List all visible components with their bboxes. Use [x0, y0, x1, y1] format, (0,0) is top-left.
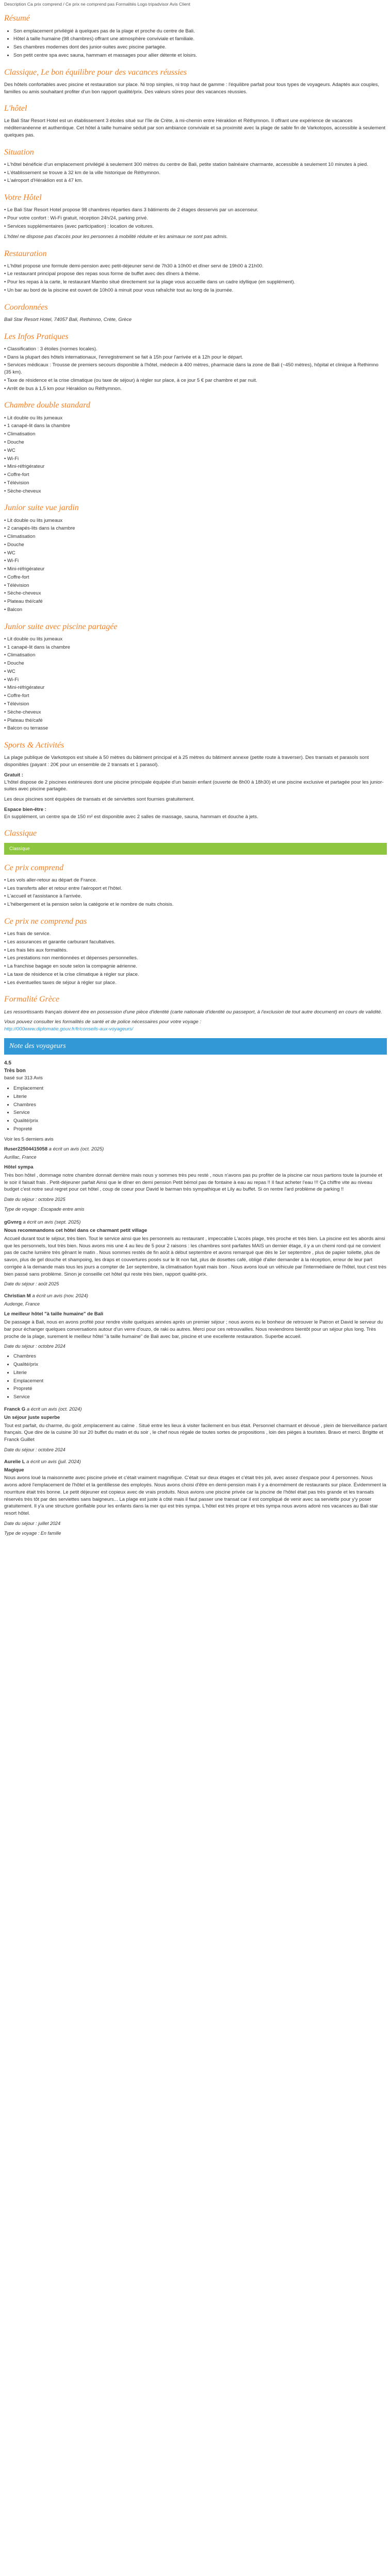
list-item: • Télévision [4, 480, 387, 487]
sports-text: La plage publique de Varkotopos est située à 50 mètres du bâtiment principal et à 25 mètres du bâtiment annexe (petite route à traverser). Des transats et parasols sont disponibles (payant : 20€ pour un ensemble de 2 transats et 1 parasol). [4, 755, 369, 768]
sports-gratuit [4, 772, 387, 793]
review-author: Ifuser22504415058 [4, 1146, 47, 1153]
list-item: • Mini-réfrigérateur [4, 463, 387, 470]
list-item: • Son petit centre spa avec sauna, hammam et massages pour allier détente et loisirs. [13, 52, 387, 59]
list-item: • Balcon ou terrasse [4, 725, 387, 732]
pratiques-list [4, 346, 387, 393]
review-body: Nous avons loué la maisonnette avec piscine privée et c'était vraiment magnifique. C'était sur deux étages et c'était très joli, avec assez d'espace pour 4 personnes. Nous avons adoré l'emplacement de l'hôtel et la gentillesse des employés. Nous avons choisi d'être en demi-pension mais il y a énormément de restaurants sur place. Évidemment la nourriture était très bonne. Le petit déjeuner est copieux avec de vrais produits. Nous avions une piscine privée car la piscine de l'hôtel était pas très grande et les transats réservés très tôt par des serviettes sans baigneurs... La plage est juste à côté mais il faut passer une transat car il est compliqué de venir avec sa serviette pour y'y poser gratuitement. Il y'a une structure gonflable pour les enfants dans la mer qui est très sympa. L'hôtel est très propre et très sympa nous avons adoré nos vacances au Bali star resort hôtel. [4, 1475, 386, 1517]
criteria-item: • Emplacement [13, 1085, 387, 1092]
review-type: Type de voyage : En famille [4, 1531, 61, 1536]
situation-list [4, 161, 387, 184]
review-header [4, 1219, 387, 1226]
criteria-item: • Literie [13, 1369, 387, 1377]
list-item: • Ses chambres modernes dont des junior-suites avec piscine partagée. [13, 44, 387, 51]
review-date: Date du séjour : octobre 2025 [4, 1197, 66, 1202]
review-written: a écrit un avis (oct. 2024) [26, 1406, 82, 1412]
list-item: • Pour votre confort : Wi-Fi gratuit, réception 24h/24, parking privé. [4, 215, 387, 222]
review-body: De passage à Bali, nous en avons profité pour rendre visite quelques années après un premier séjour ; nous avons eu le bonheur de retrouver le Patron et David le serveur du bar pour échanger quelques conversations autour d'un verre d'ouzo, de raki ou autres. Merci pour ces retrouvailles. Nous reviendrons bientôt pour un séjour plus long. Très proche de la plage, surement le meilleur hôtel "à taille humaine" de Bali avec bar, piscine et une excellente restauration. Superbe accueil. [4, 1319, 383, 1340]
review-header [4, 1406, 387, 1413]
review-item [4, 1219, 387, 1287]
list-item: • WC [4, 447, 387, 454]
see-all-reviews-link[interactable]: Voir les 5 derniers avis [4, 1136, 54, 1142]
list-item: • Classification : 3 étoiles (normes locales). [4, 346, 387, 353]
espace-text: En supplément, un centre spa de 150 m² est disponible avec 2 salles de massage, sauna, hammam et douche à jets. [4, 814, 258, 820]
criteria-item: • Propreté [13, 1126, 387, 1133]
list-item: • 1 canapé-lit dans la chambre [4, 422, 387, 430]
hotel-text: Le Bali Star Resort Hotel est un établissement 3 étoiles situé sur l'île de Crète, à mi-chemin entre Héraklion et Réthymnon. Il offrant une expérience de vacances méditerranéenne et authentique. Cet hôtel à taille humaine séduit par son ambiance conviviale et sa proximité avec la plage de sable fin de Varkotopos, accessible à seulement quelques pas. [4, 118, 386, 138]
list-item: • Coffre-fort [4, 471, 387, 479]
review-author: Franck G [4, 1406, 26, 1412]
list-item: • Lit double ou lits jumeaux [4, 415, 387, 422]
list-item: • Les transferts aller et retour entre l'aéroport et l'hôtel. [4, 885, 387, 892]
criteria-item: • Service [13, 1109, 387, 1116]
review-item [4, 1293, 387, 1401]
review-author: Aurelie L [4, 1459, 25, 1465]
list-item: • Dans la plupart des hôtels internationaux, l'enregistrement se fait à 15h pour l'arrivée et à 12h pour le départ. [4, 354, 387, 361]
restauration-list [4, 263, 387, 294]
review-item [4, 1406, 387, 1453]
list-item: • Les éventuelles taxes de séjour à régler sur place. [4, 979, 387, 987]
criteria-item: • Qualité/prix [13, 1361, 387, 1368]
list-item: • Télévision [4, 582, 387, 589]
list-item: • Climatisation [4, 431, 387, 438]
notes-score: 4.5 [4, 1060, 11, 1066]
classique-title: Classique, Le bon équilibre pour des vacances réussies [4, 67, 187, 77]
resume-title: Résumé [4, 14, 30, 23]
review-written: a écrit un avis (oct. 2025) [48, 1146, 104, 1153]
review-written: a écrit un avis (sept. 2025) [23, 1219, 81, 1226]
espace-label: Espace bien-être : [4, 806, 46, 812]
formalites-link[interactable]: http://000www.diplomatie.gouv.fr/fr/conseils-aux-voyageurs/ [4, 1026, 134, 1032]
top-links[interactable]: Description Ca prix comprend / Ce prix ne comprend pas Formalités Logo tripadvisor Avis Client [4, 2, 190, 7]
list-item: • Un bar au bord de la piscine est ouvert de 10h00 à minuit pour vous rafraîchir tout au long de la journée. [4, 287, 387, 294]
list-item: • Douche [4, 660, 387, 667]
review-header [4, 1459, 387, 1466]
coordonnees-title: Coordonnées [4, 302, 48, 312]
list-item: • Wi-Fi [4, 676, 387, 684]
review-date: Date du séjour : octobre 2024 [4, 1344, 66, 1349]
list-item: • Les prestations non mentionnées et dépenses personnelles. [4, 955, 387, 962]
review-body: Très bon hôtel , dommage notre chambre donnait derrière mais nous y sommes très peu resté , nous n'avons pas pu profiter de la piscine car nous partions toute la journée et le soir il faisait frais . Petit-déjeuner parfait Ainsi que le dîner en demi pension Petit bémol pas de fontaine à eau au repas !! Il faut acheter l'eau !!! Ça chiffre vite au niveau budget c'est notre seul regret pour cet hôtel , coup de coeur pour David le barman très sympathique et Lily au buffet. Si on rentre l'ard problème de parking !! [4, 1172, 382, 1193]
list-item: • Les frais de service. [4, 930, 387, 938]
list-item: • L'établissement se trouve à 32 km de la ville historique de Réthymnon. [4, 170, 387, 177]
situation-title: Situation [4, 147, 34, 157]
list-item: • Services médicaux : Trousse de premiers secours disponible à l'hôtel, médecin à 400 mètres, pharmacie dans la zone de Bali (~450 mètres), hôpital et clinique à Rethimno (35 km). [4, 362, 387, 376]
list-item: • Sèche-cheveux [4, 709, 387, 716]
sports-title: Sports & Activités [4, 741, 64, 750]
review-title: Le meilleur hôtel "à taille humaine" de Bali [4, 1311, 104, 1317]
sports-espace [4, 806, 387, 821]
comprend-title: Ce prix comprend [4, 863, 63, 872]
notes-based-on: basé sur 313 Avis [4, 1075, 43, 1081]
review-location: Audenge, France [4, 1301, 40, 1307]
list-item: • Les vols aller-retour au départ de France. [4, 877, 387, 884]
list-item: • Plateau thé/café [4, 598, 387, 605]
review-body: Tout est parfait, du charme, du goût ,emplacement au calme . Situé entre les lieux à visiter facilement en bus était. Personnel charmant et dévoué , plein de bienveillance parlant français. Que dire de la cuisine 30 sur 20 buffet du matin et du soir , le chef nous régale de toutes sortes de propositions , loin des pièges à touristes. Bravo et merci. Brigitte et Franck Guillet [4, 1422, 387, 1443]
comprend-list [4, 877, 387, 908]
criteria-item: • Qualité/prix [13, 1117, 387, 1125]
gratuit-label: Gratuit : [4, 772, 23, 778]
notes-bar: Note des voyageurs [4, 1038, 387, 1055]
formalites-text2-label: Vous pouvez consulter les formalités de santé et de police nécessaires pour votre voyage : [4, 1019, 201, 1025]
votre-hotel-title: Votre Hôtel [4, 193, 42, 202]
list-item: • L'accueil et l'assistance à l'arrivée. [4, 893, 387, 900]
list-item: • Sèche-cheveux [4, 488, 387, 495]
criteria-item: • Chambres [13, 1101, 387, 1109]
criteria-item: • Literie [13, 1093, 387, 1100]
coordonnees-text: Bali Star Resort Hotel, 74057 Bali, Rethimno, Crète, Grèce [4, 316, 132, 323]
review-body: Accueil durant tout le séjour, très bien. Tout le service ainsi que les personnels au restaurant , impeccable L'accès plage, très proche et très bien. La piscine est les abords ainsi que les personnels, tout très bien. Nous avons mis une 4 au lieu de 5 pour 2 raisons : les chambres sont parfaites MAIS un dernier étage, il y a un chemi rond qui ne convient pas de cache lumière très gênant le matin . Nous sommes restés de fin août à début septembre et avons remarqué que dès le 1er septembre , plus de papier toilette, plus de savon, plus de gel douche et shampoing, les draps et couvertures posés sur le lit non fait, plus de dosettes café, obligé d'aller demander à la réception, erreur de leur part corrigée à la demande mais tous les jours a compter de 1er septembre, la climatisation fuyait mais bon . Nous avons loué un véhicule par l'intermédiaire de l'hôtel, tout c'est très bien passé sans problème. Sinon je conseille cet hôtel qui reste très bien, rapport qualité-prix. [4, 1235, 387, 1277]
votre-hotel-note: L'hôtel ne dispose pas d'accès pour les personnes à mobilité réduite et les animaux ne sont pas admis. [4, 233, 228, 240]
list-item: • Wi-Fi [4, 455, 387, 463]
list-item: • L'aéroport d'Héraklion est à 47 km. [4, 177, 387, 184]
review-date: Date du séjour : août 2025 [4, 1281, 59, 1287]
junior-vue-title: Junior suite vue jardin [4, 503, 79, 513]
list-item: • Douche [4, 541, 387, 549]
list-item: • Sèche-cheveux [4, 590, 387, 597]
review-criteria [4, 1353, 387, 1401]
review-title: Un séjour juste superbe [4, 1414, 60, 1420]
review-header [4, 1146, 387, 1153]
restauration-title: Restauration [4, 249, 47, 258]
gratuit-text: L'hôtel dispose de 2 piscines extérieures dont une piscine principale équipée d'un bassin enfant (ouverte de 8h00 à 18h30) et une piscine exclusive et partagée pour les junior-suites avec piscine partagée. [4, 779, 384, 792]
pratiques-title: Les Infos Pratiques [4, 332, 69, 341]
review-location: Aurillac, France [4, 1155, 37, 1160]
list-item: • Douche [4, 439, 387, 446]
review-title: Hôtel sympa [4, 1164, 34, 1171]
list-item: • Mini-réfrigérateur [4, 566, 387, 573]
votre-hotel-list [4, 207, 387, 230]
sports-text2: Les deux piscines sont équipées de transats et de serviettes sont fournies gratuitement. [4, 796, 195, 803]
list-item: • 2 canapés-lits dans la chambre [4, 525, 387, 532]
list-item: • Télévision [4, 701, 387, 708]
review-header [4, 1293, 387, 1300]
list-item: • Climatisation [4, 533, 387, 540]
list-item: • Hôtel à taille humaine (98 chambres) offrant une atmosphère conviviale et familiale. [13, 36, 387, 43]
criteria-item: • Emplacement [13, 1378, 387, 1385]
list-item: • WC [4, 550, 387, 557]
list-item: • Lit double ou lits jumeaux [4, 636, 387, 643]
list-item: • L'hôtel propose une formule demi-pension avec petit-déjeuner servi de 7h30 à 10h00 et dîner servi de 19h00 à 21h00. [4, 263, 387, 270]
list-item: • Climatisation [4, 652, 387, 659]
junior-piscine-title: Junior suite avec piscine partagée [4, 622, 118, 631]
formalites-text: Les ressortissants français doivent être en possession d'une pièce d'identité (carte nationale d'identité ou passeport, à l'exclusion de tout autre document) en cours de validité. [4, 1009, 382, 1015]
list-item: • La taxe de résidence et la crise climatique à régler sur place. [4, 971, 387, 978]
review-title: Nous recommandons cet hôtel dans ce charmant petit village [4, 1228, 148, 1234]
list-item: • Les assurances et garantie carburant facultatives. [4, 939, 387, 946]
review-written: a écrit un avis (juil. 2024) [26, 1459, 81, 1465]
hotel-title: L'hôtel [4, 104, 27, 113]
criteria-item: • Propreté [13, 1385, 387, 1393]
review-author: Christian M [4, 1293, 31, 1299]
junior-piscine-list [4, 636, 387, 732]
junior-vue-list [4, 517, 387, 614]
review-item [4, 1459, 387, 1537]
list-item: • L'hébergement et la pension selon la catégorie et le nombre de nuits choisis. [4, 901, 387, 908]
list-item: • Lit double ou lits jumeaux [4, 517, 387, 524]
chambre-double-title: Chambre double standard [4, 401, 90, 410]
list-item: • Mini-réfrigérateur [4, 684, 387, 691]
list-item: • Balcon [4, 606, 387, 614]
classique-bar: Classique [4, 843, 387, 855]
list-item: • 1 canapé-lit dans la chambre [4, 644, 387, 651]
list-item: • L'hôtel bénéficie d'un emplacement privilégié à seulement 300 mètres du centre de Bali, petite station balnéaire charmante, accessible à seulement 10 minutes à pied. [4, 161, 387, 168]
notes-rating-label: Très bon [4, 1067, 26, 1074]
list-item: • Wi-Fi [4, 557, 387, 565]
review-author: gGvnrg [4, 1219, 22, 1226]
formalites-title: Formalité Grèce [4, 995, 60, 1004]
chambre-double-list [4, 415, 387, 495]
review-item [4, 1146, 387, 1213]
list-item: • Taxe de résidence et la crise climatique (ou taxe de séjour) à régler sur place, à ce jour 5 € par chambre et par nuit. [4, 377, 387, 384]
list-item: • Plateau thé/café [4, 717, 387, 724]
list-item: • Les frais liés aux formalités. [4, 947, 387, 954]
classique2-title: Classique [4, 829, 37, 838]
list-item: • Son emplacement privilégié à quelques pas de la plage et proche du centre de Bali. [13, 28, 387, 35]
list-item: • Coffre-fort [4, 574, 387, 581]
review-date: Date du séjour : octobre 2024 [4, 1447, 66, 1452]
list-item: • WC [4, 668, 387, 675]
list-item: • Le restaurant principal propose des repas sous forme de buffet avec des dîners à thème. [4, 270, 387, 278]
list-item: • Coffre-fort [4, 692, 387, 700]
review-type: Type de voyage : Escapade entre amis [4, 1207, 85, 1212]
list-item: • Arrêt de bus à 1,5 km pour Héraklion ou Réthymnon. [4, 385, 387, 393]
formalites-text2 [4, 1019, 387, 1033]
classique-text: Des hôtels confortables avec piscine et restauration sur place. Ni trop simples, ni trop haut de gamme : l'équilibre parfait pour tous types de voyageurs. Adaptés aux couples, familles ou amis souhaitant profiter d'un bon rapport qualité/prix. Des valeurs sûres pour des vacances réussies. [4, 81, 379, 95]
review-title: Magique [4, 1467, 24, 1473]
list-item: • Services supplémentaires (avec participation) : location de voitures. [4, 223, 387, 230]
list-item: • Pour les repas à la carte, le restaurant Mambo situé directement sur la plage vous accueille dans un cadre idyllique (en supplément). [4, 279, 387, 286]
resume-list [4, 28, 387, 59]
ne-comprend-title: Ce prix ne comprend pas [4, 917, 87, 926]
notes-criteria [4, 1085, 387, 1133]
criteria-item: • Chambres [13, 1353, 387, 1360]
list-item: • Le Bali Star Resort Hotel propose 98 chambres réparties dans 3 bâtiments de 2 étages desservis par un ascenseur. [4, 207, 387, 214]
review-date: Date du séjour : juillet 2024 [4, 1520, 61, 1526]
list-item: • La franchise bagage en soute selon la compagnie aérienne. [4, 963, 387, 970]
ne-comprend-list [4, 930, 387, 986]
criteria-item: • Service [13, 1394, 387, 1401]
review-written: a écrit un avis (nov. 2024) [32, 1293, 88, 1299]
